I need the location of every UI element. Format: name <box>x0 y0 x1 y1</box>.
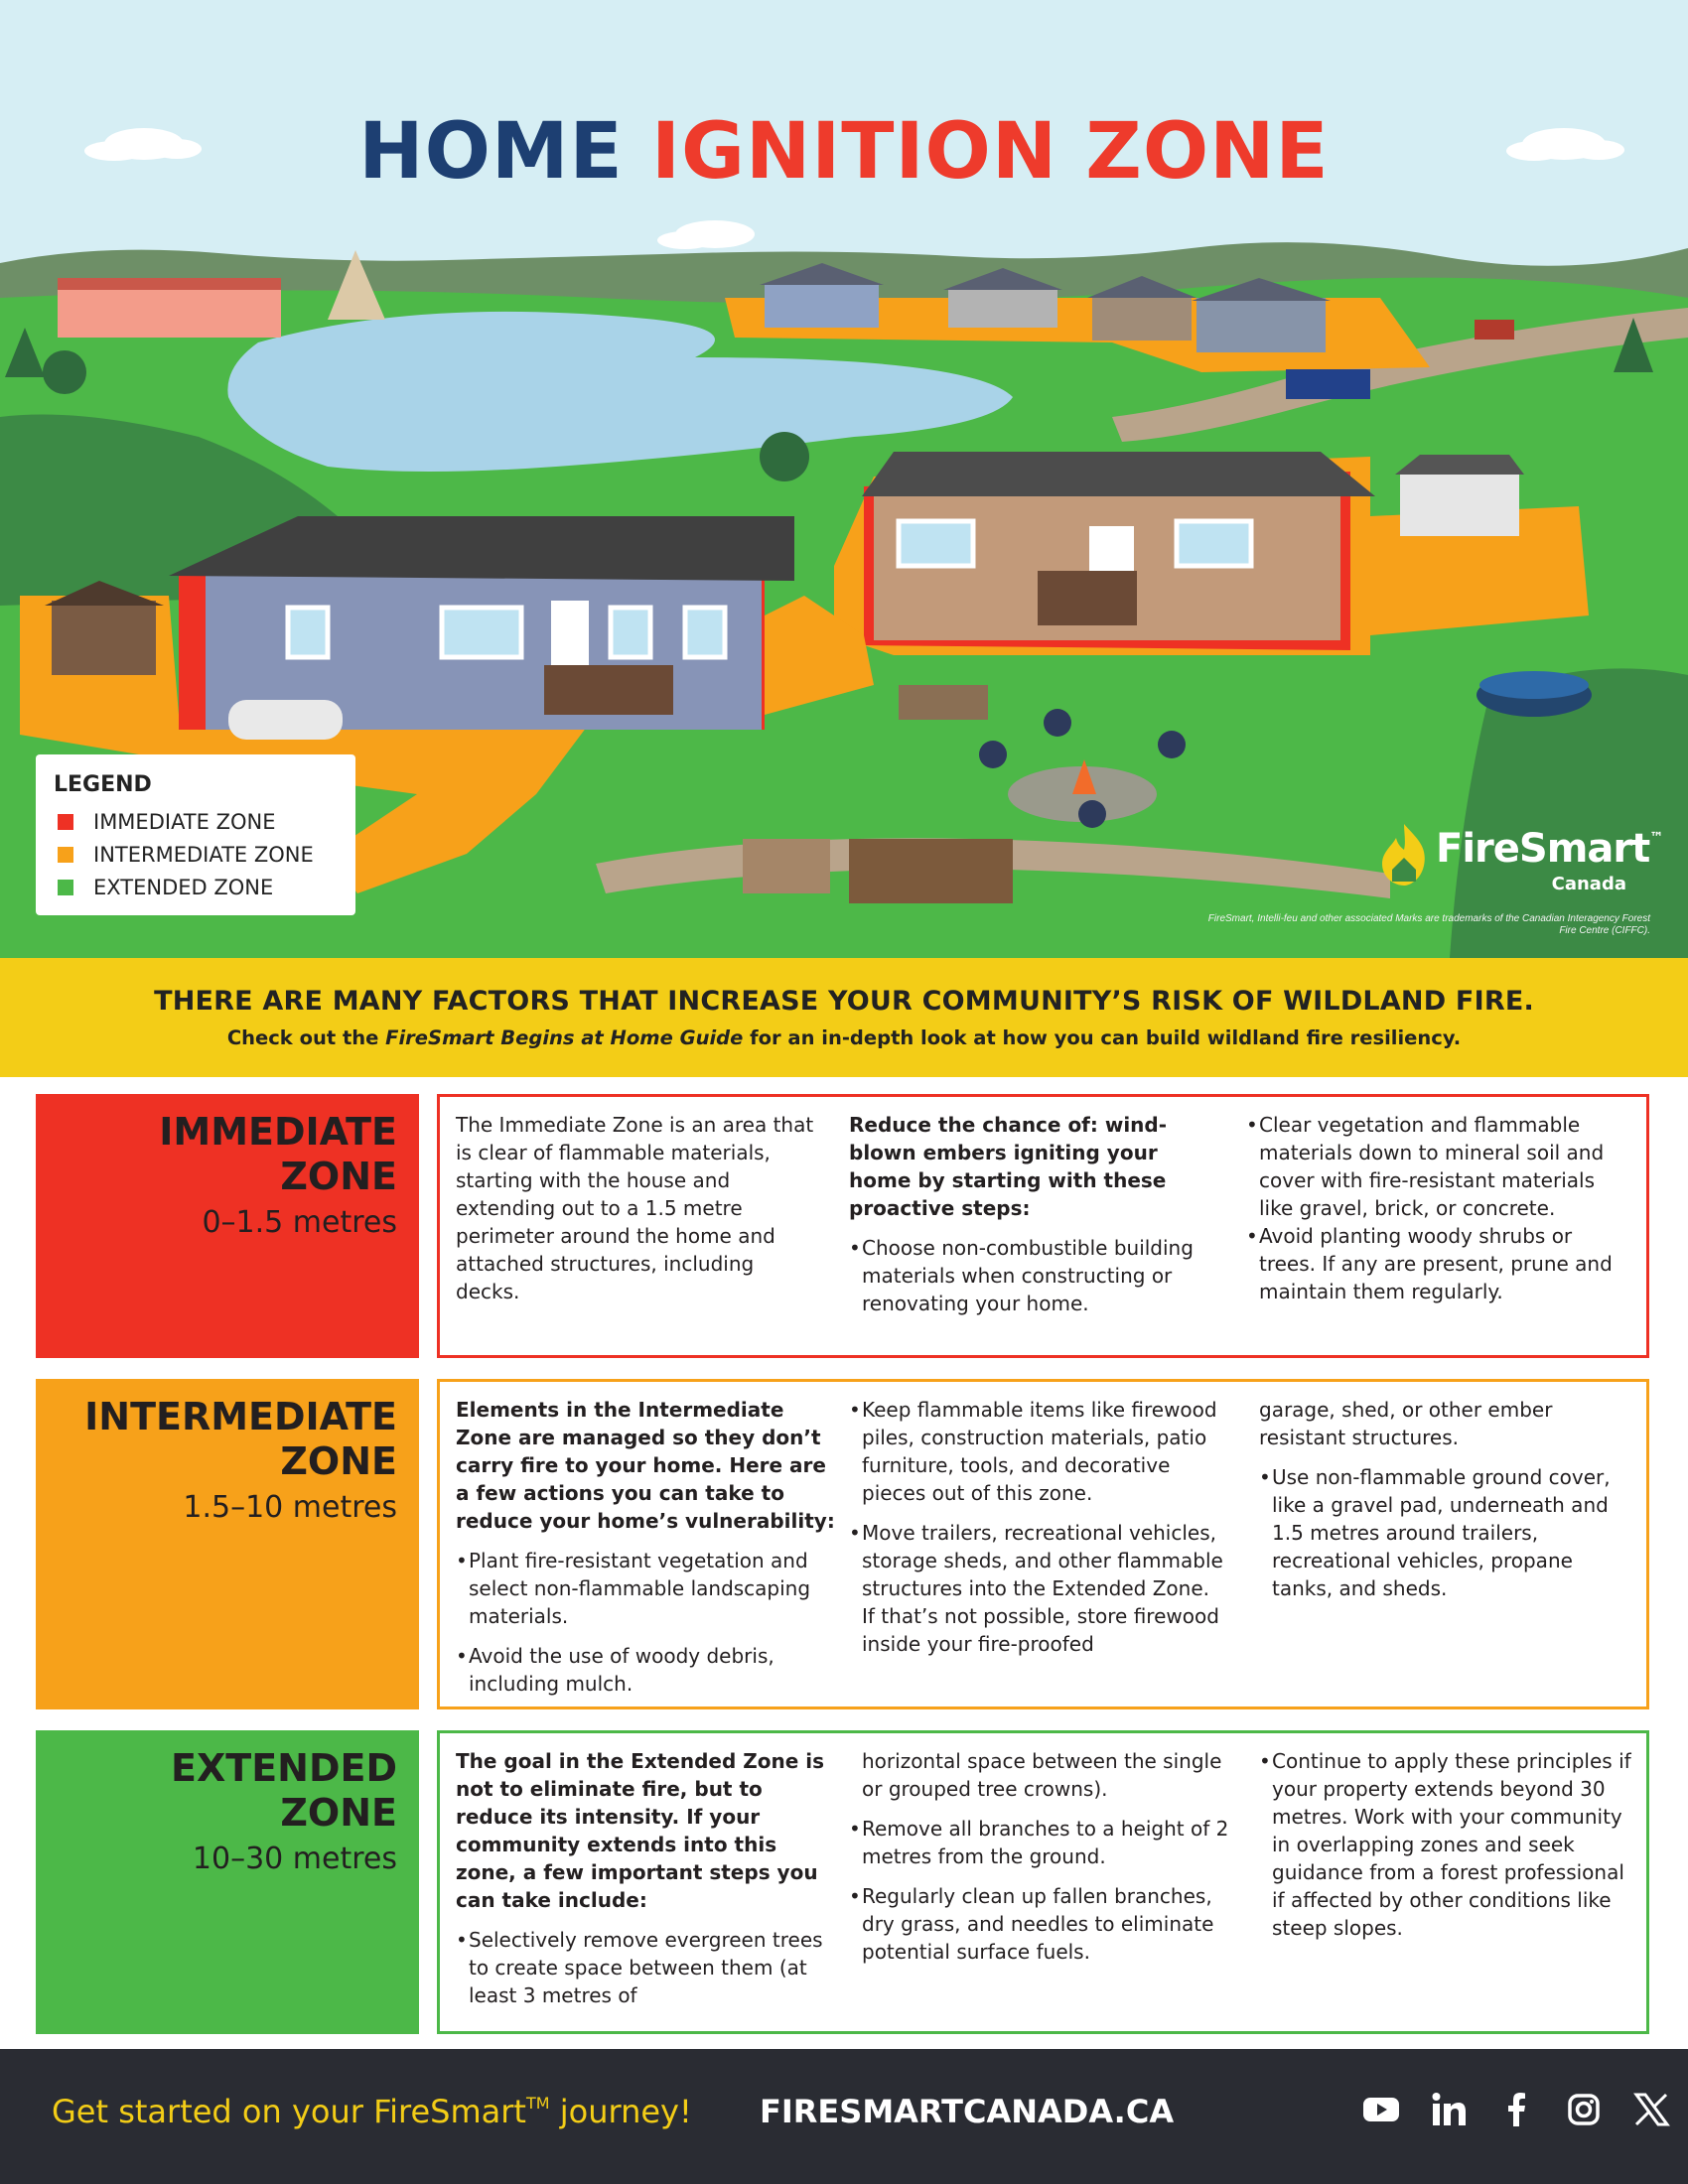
list-item: • Avoid the use of woody debris, including mulch. <box>456 1642 838 1698</box>
x-icon[interactable] <box>1630 2089 1672 2130</box>
legend-item-intermediate <box>54 838 338 871</box>
continued-text: horizontal space between the single or grouped tree crowns). <box>862 1749 1222 1801</box>
linkedin-icon[interactable] <box>1428 2089 1470 2130</box>
intermediate-zone-content <box>437 1379 1649 1709</box>
legend-swatch-green <box>58 880 73 895</box>
intermediate-zone-row <box>36 1379 1649 1709</box>
list-item: • Regularly clean up fallen branches, dry grass, and needles to eliminate potential surface fuels. <box>849 1882 1236 1966</box>
extended-col1 <box>456 1747 833 2009</box>
zone-range: 1.5–10 metres <box>183 1490 397 1525</box>
brand-name: FireSmart™ <box>1436 826 1663 872</box>
list-item: • Remove all branches to a height of 2 metres from the ground. <box>849 1815 1236 1870</box>
immediate-zone-row <box>36 1094 1649 1358</box>
list-item: • Avoid planting woody shrubs or trees. If any are present, prune and maintain them regularly. <box>1246 1222 1623 1305</box>
guide-title: FireSmart Begins at Home Guide <box>385 1026 744 1049</box>
intermediate-col2 <box>849 1396 1226 1658</box>
hero-illustration <box>0 0 1688 958</box>
zone-name: ZONE <box>280 1439 397 1483</box>
title-part-home: HOME <box>358 107 624 197</box>
list-item: • Move trailers, recreational vehicles, storage sheds, and other flammable structures into the Extended Zone. If that’s not possible, store firewood inside your fire-proofed <box>849 1519 1226 1658</box>
footer-cta: Get started on your FireSmart™ journey! <box>52 2093 692 2130</box>
zone-name: INTERMEDIATE <box>84 1395 397 1438</box>
intermediate-zone-label <box>36 1379 419 1709</box>
banner-subline: Check out the FireSmart Begins at Home Guide for an in-depth look at how you can build wildland fire resiliency. <box>226 1026 1462 1049</box>
legend-label: INTERMEDIATE ZONE <box>93 842 314 867</box>
page-title <box>0 107 1688 197</box>
legend-box <box>36 754 355 915</box>
col-lead: The goal in the Extended Zone is not to eliminate fire, but to reduce its intensity. If your community extends into this zone, a few important steps you can take include: <box>456 1749 825 1912</box>
extended-col3 <box>1259 1747 1636 1942</box>
legend-item-extended <box>54 871 338 903</box>
title-part-ignition-zone: IGNITION ZONE <box>650 107 1330 197</box>
facebook-icon[interactable] <box>1495 2089 1537 2130</box>
immediate-zone-content <box>437 1094 1649 1358</box>
continued-text: garage, shed, or other ember resistant structures. <box>1259 1398 1553 1449</box>
immediate-col2 <box>849 1111 1216 1317</box>
legend-swatch-orange <box>58 847 73 863</box>
zone-name: ZONE <box>280 1791 397 1835</box>
extended-zone-content <box>437 1730 1649 2034</box>
zone-name: EXTENDED <box>171 1746 397 1790</box>
footer-bar <box>0 2049 1688 2184</box>
footer-website-link[interactable]: FIRESMARTCANADA.CA <box>760 2093 1175 2130</box>
list-item: • Continue to apply these principles if your property extends beyond 30 metres. Work with your community in overlapping zones and seek guidance from a forest professional if affected by other conditions like steep slopes. <box>1259 1747 1636 1942</box>
col-lead: Reduce the chance of: wind-blown embers igniting your home by starting with these proactive steps: <box>849 1113 1168 1220</box>
extended-zone-row <box>36 1730 1649 2034</box>
instagram-icon[interactable] <box>1563 2089 1605 2130</box>
legend-item-immediate <box>54 805 338 838</box>
zone-name: ZONE <box>280 1155 397 1198</box>
trademark-note: FireSmart, Intelli-feu and other associated Marks are trademarks of the Canadian Interagency Forest Fire Centre (CIFFC). <box>1207 913 1650 936</box>
banner-headline: THERE ARE MANY FACTORS THAT INCREASE YOUR COMMUNITY’S RISK OF WILDLAND FIRE. <box>154 986 1534 1017</box>
list-item: • Use non-flammable ground cover, like a gravel pad, underneath and 1.5 metres around trailers, recreational vehicles, propane tanks, and sheds. <box>1259 1463 1626 1602</box>
flame-house-icon <box>1374 820 1434 889</box>
list-item: • Selectively remove evergreen trees to create space between them (at least 3 metres of <box>456 1926 833 2009</box>
social-links <box>1360 2089 1672 2130</box>
legend-label: IMMEDIATE ZONE <box>93 809 276 834</box>
extended-col2 <box>849 1747 1236 1966</box>
immediate-zone-label <box>36 1094 419 1358</box>
list-item: • Clear vegetation and flammable materials down to mineral soil and cover with fire-resistant materials like gravel, brick, or concrete. <box>1246 1111 1623 1222</box>
firesmart-logo <box>1374 820 1662 899</box>
risk-banner <box>0 958 1688 1077</box>
legend-swatch-red <box>58 814 73 830</box>
zone-range: 10–30 metres <box>192 1842 397 1876</box>
intermediate-col1 <box>456 1396 838 1698</box>
legend-label: EXTENDED ZONE <box>93 875 274 899</box>
list-item: • Choose non-combustible building materials when constructing or renovating your home. <box>849 1234 1216 1317</box>
list-item: • Keep flammable items like firewood piles, construction materials, patio furniture, tools, and decorative pieces out of this zone. <box>849 1396 1226 1507</box>
zone-name: IMMEDIATE <box>159 1110 397 1154</box>
brand-sub: Canada <box>1551 874 1626 894</box>
legend-heading: LEGEND <box>54 772 152 797</box>
immediate-col1: The Immediate Zone is an area that is clear of flammable materials, starting with the house and extending out to a 1.5 metre perimeter around the home and attached structures, including decks. <box>456 1113 814 1303</box>
list-item: • Plant fire-resistant vegetation and select non-flammable landscaping materials. <box>456 1547 838 1630</box>
youtube-icon[interactable] <box>1360 2089 1402 2130</box>
zone-range: 0–1.5 metres <box>202 1205 397 1240</box>
col-lead: Elements in the Intermediate Zone are managed so they don’t carry fire to your home. Here are a few actions you can take to reduce your home’s vulnerability: <box>456 1398 835 1533</box>
intermediate-col3 <box>1259 1396 1626 1602</box>
extended-zone-label <box>36 1730 419 2034</box>
immediate-col3 <box>1246 1111 1623 1305</box>
